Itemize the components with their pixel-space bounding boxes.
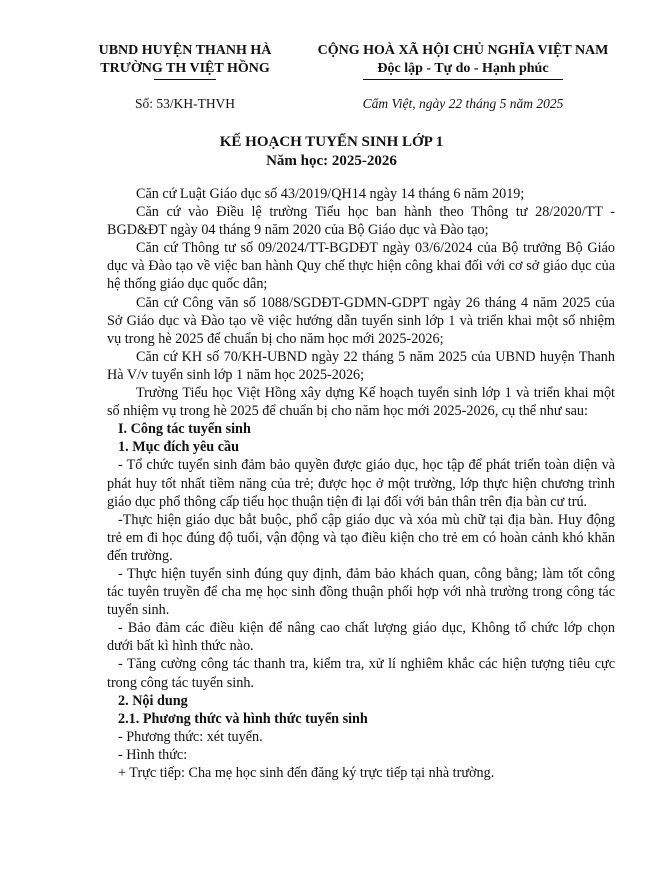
section-heading: 2. Nội dung <box>118 692 188 709</box>
title-sub: Năm học: 2025-2026 <box>266 153 397 169</box>
document-body <box>107 185 615 782</box>
place-date: Cẩm Việt, ngày 22 tháng 5 năm 2025 <box>362 96 564 111</box>
list-item: - Phương thức: xét tuyển. <box>118 728 263 745</box>
document-number: Số: 53/KH-THVH <box>134 96 236 111</box>
nation-line-1: CỘNG HOÀ XÃ HỘI CHỦ NGHĨA VIỆT NAM <box>317 43 609 58</box>
paragraph: Căn cứ KH số 70/KH-UBND ngày 22 tháng 5 năm 2025 của UBND huyện Thanh Hà V/v tuyển sinh lớp 1 năm học 2025-2026; <box>107 348 615 383</box>
list-item: - Bảo đảm các điều kiện để nâng cao chất lượng giáo dục, Không tổ chức lớp chọn dưới bất kì hình thức nào. <box>107 620 615 655</box>
paragraph: Căn cứ Thông tư số 09/2024/TT-BGDĐT ngày 03/6/2024 của Bộ trưởng Bộ Giáo dục và Đào tạo về việc ban hành Quy chế thực hiện công khai đối với cơ sở giáo dục của hệ thống giáo dục quốc dân; <box>107 240 615 293</box>
national-motto <box>300 42 626 80</box>
document-title <box>0 133 663 171</box>
paragraph: Căn cứ Công văn số 1088/SGDĐT-GDMN-GDPT ngày 26 tháng 4 năm 2025 của Sở Giáo dục và Đào tạo về việc hướng dẫn tuyển sinh lớp 1 và triển khai một số nhiệm vụ trong hè 2025 để chuẩn bị cho năm học mới 2025-2026; <box>107 294 615 347</box>
paragraph: Căn cứ Luật Giáo dục số 43/2019/QH14 ngày 14 tháng 6 năm 2019; <box>136 186 525 202</box>
issuing-organization <box>72 42 298 80</box>
list-item: - Hình thức: <box>118 746 188 763</box>
org-line-2: TRƯỜNG TH VIỆT HỒNG <box>100 61 270 76</box>
section-heading: 2.1. Phương thức và hình thức tuyển sinh <box>118 710 368 727</box>
section-heading: 1. Mục đích yêu cầu <box>118 439 239 456</box>
paragraph: Căn cứ vào Điều lệ trường Tiểu học ban hành theo Thông tư 28/2020/TT - BGD&ĐT ngày 04 tháng 9 năm 2020 của Bộ Giáo dục và Đào tạo; <box>107 204 615 239</box>
nation-line-2: Độc lập - Tự do - Hạnh phúc <box>377 61 549 76</box>
motto-underline <box>363 79 563 80</box>
list-item: + Trực tiếp: Cha mẹ học sinh đến đăng ký trực tiếp tại nhà trường. <box>118 765 495 781</box>
title-main: KẾ HOẠCH TUYỂN SINH LỚP 1 <box>219 134 444 150</box>
list-item: - Tăng cường công tác thanh tra, kiểm tra, xử lí nghiêm khắc các hiện tượng tiêu cực trong công tác tuyển sinh. <box>107 656 615 691</box>
list-item: - Thực hiện tuyển sinh đúng quy định, đảm bảo khách quan, công bằng; làm tốt công tác tuyên truyền để cha mẹ học sinh đồng thuận phối hợp với nhà trường trong công tác tuyển sinh. <box>107 565 615 619</box>
org-underline <box>154 79 216 80</box>
list-item: - Tổ chức tuyển sinh đảm bảo quyền được giáo dục, học tập để phát triển toàn diện và phát huy tốt nhất tiềm năng của trẻ; được học ở một trường, lớp thực hiện chương trình giáo dục phổ thông cấp tiểu học thuận tiện đi lại đối với bản thân trên địa bàn cư trú. <box>107 457 615 510</box>
paragraph: Trường Tiểu học Việt Hồng xây dựng Kế hoạch tuyển sinh lớp 1 và triển khai một số nhiệm vụ trong hè 2025 để chuẩn bị cho năm học mới 2025-2026, cụ thể như sau: <box>107 385 615 420</box>
list-item: -Thực hiện giáo dục bắt buộc, phổ cập giáo dục và xóa mù chữ tại địa bàn. Huy động trẻ em đi học đúng độ tuổi, vận động và tạo điều kiện cho trẻ em có hoàn cảnh khó khăn đến trường. <box>107 511 615 564</box>
org-line-1: UBND HUYỆN THANH HÀ <box>98 43 272 58</box>
section-heading: I. Công tác tuyển sinh <box>118 421 251 438</box>
